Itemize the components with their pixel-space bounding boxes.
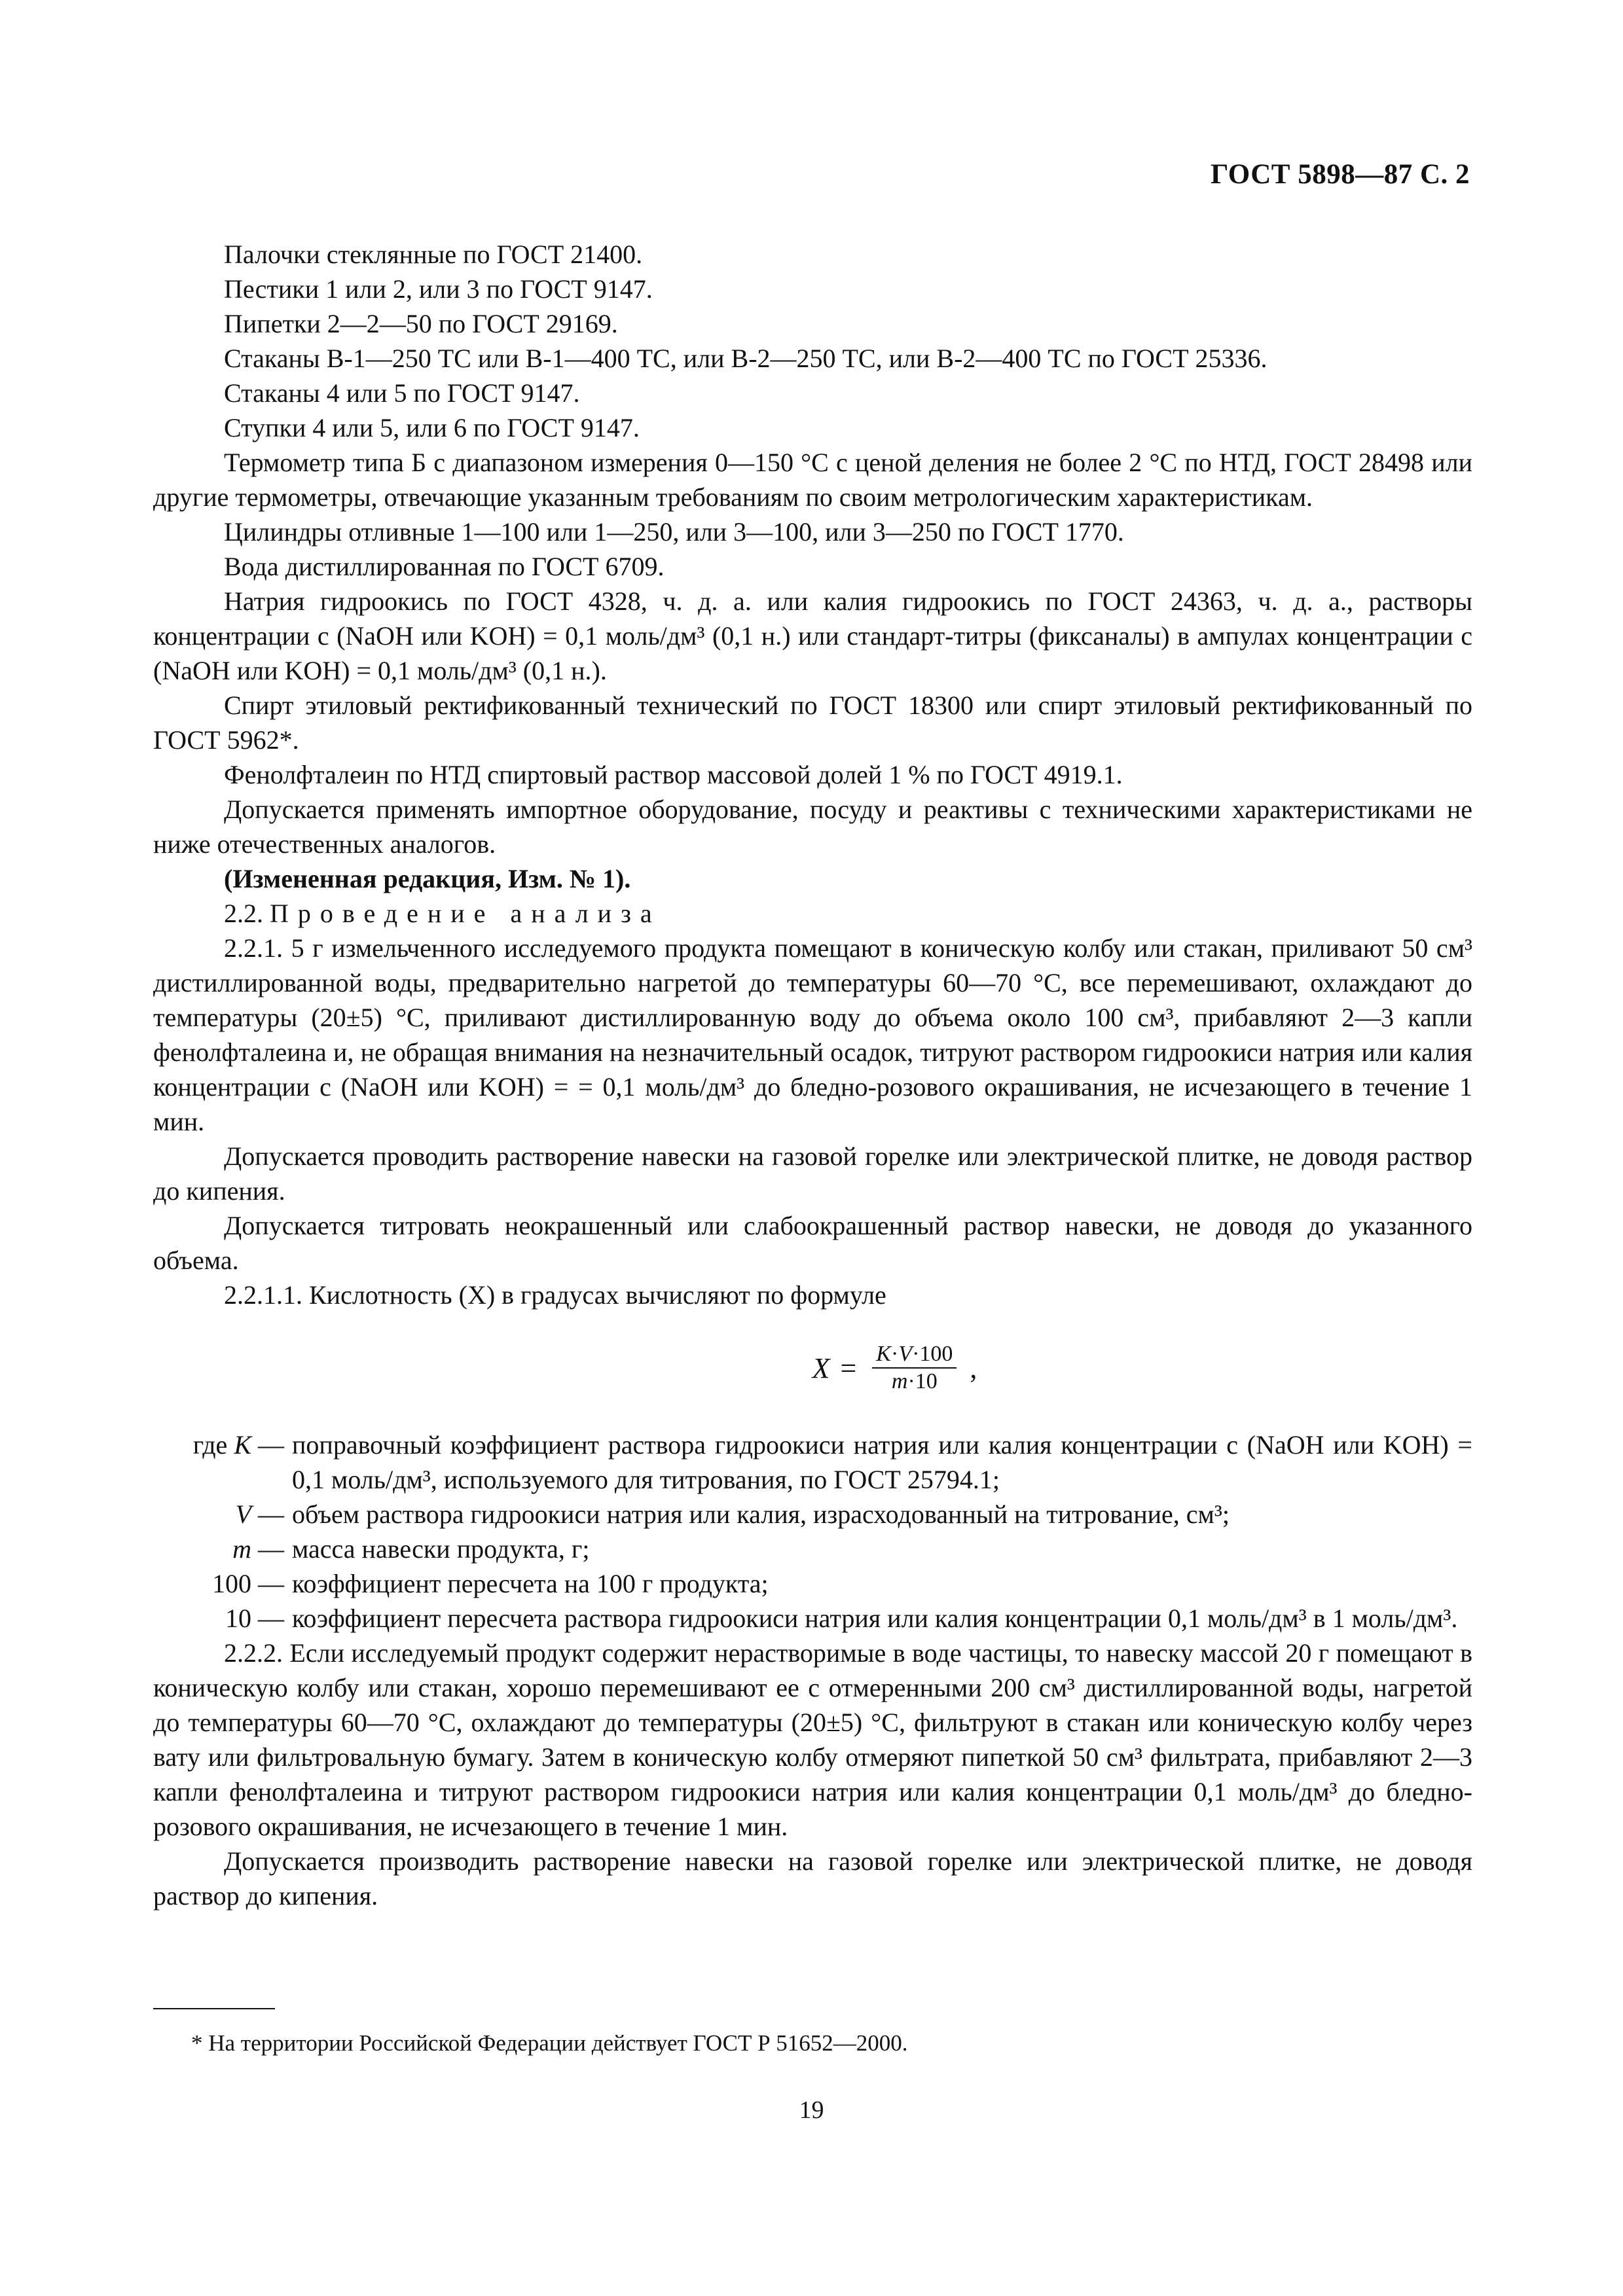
formula-m: m	[891, 1369, 908, 1393]
legend-item: V — объем раствора гидроокиси натрия или калия, израсходованный на титрование, см³;	[153, 1497, 1472, 1532]
legend-item: 10 — коэффициент пересчета раствора гидроокиси натрия или калия концентрации 0,1 моль/дм³ в 1 моль/дм³.	[153, 1601, 1472, 1636]
formula-comma: ,	[970, 1352, 977, 1384]
legend-text: поправочный коэффициент раствора гидроокиси натрия или калия концентрации c (NaOH или KOH) = 0,1 моль/дм³, используемого для титрования, по ГОСТ 25794.1;	[292, 1430, 1472, 1494]
formula-fraction	[872, 1341, 957, 1395]
legend-symbol: K	[234, 1430, 251, 1460]
footnote-divider	[153, 2008, 275, 2009]
list-item: Палочки стеклянные по ГОСТ 21400.	[224, 240, 643, 269]
list-item: Цилиндры отливные 1—100 или 1—250, или 3—100, или 3—250 по ГОСТ 1770.	[224, 517, 1124, 547]
list-item: Пипетки 2—2—50 по ГОСТ 29169.	[224, 309, 618, 338]
legend-text: масса навески продукта, г;	[292, 1534, 590, 1564]
list-item: Фенолфталеин по НТД спиртовый раствор массовой долей 1 % по ГОСТ 4919.1.	[224, 760, 1123, 789]
paragraph-2-2-2: 2.2.2. Если исследуемый продукт содержит нерастворимые в воде частицы, то навеску массой 20 г помещают в коническую колбу или стакан, хорошо перемешивают ее с отмеренными 200 см³ дистиллированной воды, нагретой до температуры 60—70 °С, охлаждают до температуры (20±5) °С, фильтруют в стакан или коническую колбу через вату или фильтровальную бумагу. Затем в коническую колбу отмеряют пипеткой 50 см³ фильтрата, прибавляют 2—3 капли фенолфталеина и титруют раствором гидроокиси натрия или калия концентрации 0,1 моль/дм³ до бледно-розового окрашивания, не исчезающего в течение 1 мин.	[153, 1638, 1472, 1841]
equipment-list	[153, 237, 1472, 861]
formula-numerator: K·V·100	[872, 1341, 957, 1369]
section-number: 2.2.	[224, 899, 263, 928]
list-item: Вода дистиллированная по ГОСТ 6709.	[224, 552, 665, 581]
page-number: 19	[799, 2096, 824, 2124]
paragraph-2-2-1: 2.2.1. 5 г измельченного исследуемого продукта помещают в коническую колбу или стакан, приливают 50 см³ дистиллированной воды, предварительно нагретой до температуры 60—70 °С, все перемешивают, охлаждают до температуры (20±5) °С, приливают дистиллированную воду до объема около 100 см³, прибавляют 2—3 капли фенолфталеина и, не обращая внимания на незначительный осадок, титруют раствором гидроокиси натрия или калия концентрации c (NaOH или KOH) = = 0,1 моль/дм³ до бледно-розового окрашивания, не исчезающего в течение 1 мин.	[153, 933, 1472, 1136]
formula-10: 10	[915, 1369, 938, 1393]
formula-100: 100	[919, 1342, 953, 1366]
document-body	[153, 237, 1472, 1913]
list-item: Спирт этиловый ректификованный технический по ГОСТ 18300 или спирт этиловый ректификованный по ГОСТ 5962*.	[153, 691, 1472, 755]
list-item: Термометр типа Б с диапазоном измерения 0—150 °С с ценой деления не более 2 °С по НТД, ГОСТ 28498 или другие термометры, отвечающие указанным требованиям по своим метрологическим характеристикам.	[153, 448, 1472, 512]
list-item: Ступки 4 или 5, или 6 по ГОСТ 9147.	[224, 413, 640, 442]
legend-text: коэффициент пересчета на 100 г продукта;	[292, 1569, 769, 1598]
legend-prefix: где	[192, 1430, 234, 1460]
paragraph: Допускается титровать неокрашенный или слабоокрашенный раствор навески, не доводя до указанного объема.	[153, 1211, 1472, 1275]
paragraph: Допускается проводить растворение навески на газовой горелке или электрической плитке, не доводя раствор до кипения.	[153, 1141, 1472, 1206]
legend-symbol: V	[235, 1499, 251, 1529]
legend-item: где K — поправочный коэффициент раствора гидроокиси натрия или калия концентрации c (NaOH или KOH) = 0,1 моль/дм³, используемого для титрования, по ГОСТ 25794.1;	[153, 1427, 1472, 1497]
legend-text: объем раствора гидроокиси натрия или калия, израсходованный на титрование, см³;	[292, 1499, 1230, 1529]
list-item: Допускается применять импортное оборудование, посуду и реактивы с техническими характеристиками не ниже отечественных аналогов.	[153, 795, 1472, 859]
legend-item: 100 — коэффициент пересчета на 100 г продукта;	[153, 1566, 1472, 1601]
legend-symbol: m	[232, 1534, 251, 1564]
page-header: ГОСТ 5898—87 С. 2	[1210, 159, 1470, 190]
list-item: Стаканы 4 или 5 по ГОСТ 9147.	[224, 378, 580, 408]
formula-equals: =	[840, 1352, 857, 1384]
formula-lhs: X	[812, 1352, 830, 1384]
section-heading	[153, 896, 1472, 931]
section-title: Проведение анализа	[270, 899, 661, 928]
formula-k: K	[876, 1342, 891, 1366]
formula-denominator: m·10	[891, 1369, 938, 1393]
list-item: Пестики 1 или 2, или 3 по ГОСТ 9147.	[224, 274, 653, 304]
acidity-formula	[153, 1341, 1472, 1395]
formula-legend	[153, 1427, 1472, 1636]
footnote: * На территории Российской Федерации действует ГОСТ Р 51652—2000.	[191, 2030, 908, 2056]
list-item: Натрия гидроокись по ГОСТ 4328, ч. д. а. или калия гидроокись по ГОСТ 24363, ч. д. а., растворы концентрации c (NaOH или KOH) = 0,1 моль/дм³ (0,1 н.) или стандарт-титры (фиксаналы) в ампулах концентрации c (NaOH или KOH) = 0,1 моль/дм³ (0,1 н.).	[153, 586, 1472, 685]
paragraph-2-2-1-1: 2.2.1.1. Кислотность (X) в градусах вычисляют по формуле	[224, 1280, 886, 1310]
legend-text: коэффициент пересчета раствора гидроокиси натрия или калия концентрации 0,1 моль/дм³ в 1 моль/дм³.	[292, 1604, 1458, 1633]
list-item: Стаканы В-1—250 ТС или В-1—400 ТС, или В-2—250 ТС, или В-2—400 ТС по ГОСТ 25336.	[224, 344, 1267, 373]
amendment-note: (Измененная редакция, Изм. № 1).	[224, 864, 631, 893]
legend-symbol: 100	[212, 1569, 251, 1598]
paragraph: Допускается производить растворение навески на газовой горелке или электрической плитке, не доводя раствор до кипения.	[153, 1846, 1472, 1910]
legend-item: m — масса навески продукта, г;	[153, 1532, 1472, 1566]
legend-symbol: 10	[225, 1604, 251, 1633]
formula-v: V	[898, 1342, 913, 1366]
